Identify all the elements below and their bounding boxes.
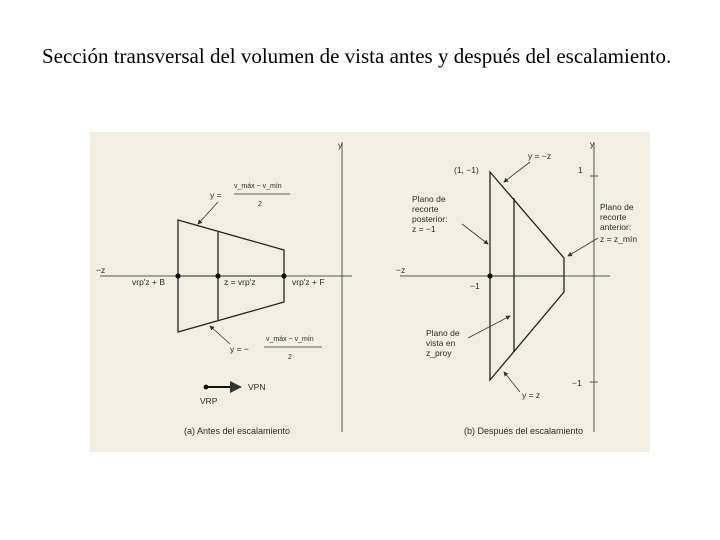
front-plane-dot (281, 273, 286, 278)
tick-pos-one: 1 (578, 165, 583, 175)
caption-before: (a) Antes del escalamiento (184, 426, 291, 436)
svg-text:z_proy: z_proy (426, 348, 452, 358)
svg-text:Plano de: Plano de (600, 202, 634, 212)
svg-text:anterior:: anterior: (600, 222, 632, 232)
svg-text:vista en: vista en (426, 338, 456, 348)
y-axis-label-left: y (338, 140, 343, 150)
svg-text:z = −1: z = −1 (412, 224, 436, 234)
view-plane-label-right (426, 328, 460, 358)
back-plane-label: vrp'z + B (132, 277, 166, 287)
bottom-eq-pointer (210, 326, 230, 344)
svg-text:Plano de: Plano de (412, 194, 446, 204)
tick-neg-one: −1 (572, 378, 582, 388)
svg-text:posterior:: posterior: (412, 214, 448, 224)
svg-text:recorte: recorte (600, 212, 627, 222)
top-eq-pointer (198, 202, 218, 224)
back-clipping-plane-label (412, 194, 447, 234)
top-line-label: y = −z (528, 151, 552, 161)
bottom-eq-prefix: y = − (230, 344, 249, 354)
front-plane-label: vrp'z + F (292, 277, 325, 287)
neg-z-label-right: −z (396, 265, 406, 275)
bottom-eq-denominator: 2 (288, 354, 292, 361)
top-eq-prefix: y = (210, 190, 222, 200)
corner-label: (1, −1) (454, 165, 479, 175)
view-volume-diagram (90, 132, 650, 452)
vpn-label: VPN (248, 382, 266, 392)
svg-text:Plano de: Plano de (426, 328, 460, 338)
svg-text:z = z_mín: z = z_mín (600, 234, 638, 244)
front-clipping-plane-label (600, 202, 637, 244)
panel-before-scaling (96, 140, 352, 436)
back-plane-dot (175, 273, 180, 278)
view-plane-dot (215, 273, 220, 278)
svg-text:recorte: recorte (412, 204, 439, 214)
top-eq-numerator: v_máx − v_mín (234, 183, 282, 190)
caption-after: (b) Después del escalamiento (464, 426, 584, 436)
bottom-eq-numerator: v_máx − v_mín (266, 336, 314, 343)
bottom-line-label: y = z (522, 390, 541, 400)
vrp-dot (204, 385, 209, 390)
back-plane-dot-right (487, 273, 492, 278)
view-plane-label: z = vrp'z (224, 277, 256, 287)
top-eq-denominator: 2 (258, 201, 262, 208)
z-neg-one: −1 (470, 281, 480, 291)
figure-caption: Sección transversal del volumen de vista antes y después del escalamiento. (42, 44, 672, 68)
neg-z-label-left: −z (96, 265, 106, 275)
panel-after-scaling (396, 139, 637, 436)
figure-image (90, 132, 650, 452)
vrp-label: VRP (200, 396, 218, 406)
y-axis-label-right: y (590, 139, 595, 149)
